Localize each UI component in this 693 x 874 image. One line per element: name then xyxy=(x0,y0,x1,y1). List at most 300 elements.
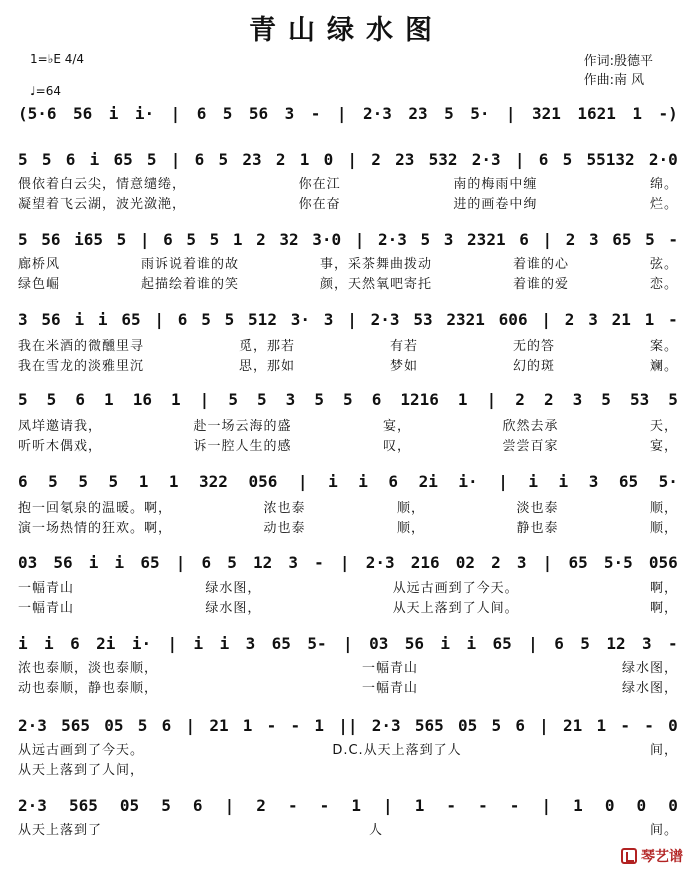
note-token: | xyxy=(154,310,164,329)
lyric-token: 从远古画到了今天。 xyxy=(18,743,145,758)
note-token: i xyxy=(108,104,119,123)
note-token: 5 xyxy=(18,150,28,169)
note-token: 21 xyxy=(611,310,631,329)
note-token: 5 xyxy=(645,230,655,249)
lyric-token: 无的答 xyxy=(512,339,555,354)
note-token: - xyxy=(290,716,301,735)
note-token: 2·3 xyxy=(18,796,47,815)
note-token: i xyxy=(18,634,28,653)
note-token: 3 xyxy=(284,104,295,123)
notation-row xyxy=(18,716,678,736)
note-token: 03 xyxy=(369,634,389,653)
lyric-token: 恋。 xyxy=(649,277,678,292)
lyric-line xyxy=(18,256,678,273)
lyric-token: 顺， xyxy=(396,501,425,516)
note-token: 3 xyxy=(516,553,527,572)
lyric-token: 顺， xyxy=(649,521,678,536)
lyric-line xyxy=(18,762,678,779)
note-token: 3 xyxy=(641,634,652,653)
lyric-line xyxy=(18,600,678,617)
note-token: - xyxy=(668,230,678,249)
note-token: 512 xyxy=(248,310,277,329)
note-token: 565 xyxy=(414,716,444,735)
lyric-token: 抱一回氡泉的温暖。啊， xyxy=(18,501,173,516)
note-token: (5·6 xyxy=(18,104,57,123)
note-token: 2 xyxy=(565,230,576,249)
lyric-line xyxy=(18,358,678,375)
note-token: 55132 xyxy=(586,150,635,169)
lyric-token: 斓。 xyxy=(649,359,678,374)
lyric-token: D.C.从天上落到了人 xyxy=(332,743,462,758)
note-token: 5 xyxy=(78,472,88,491)
lyric-token: 宴， xyxy=(382,419,411,434)
note-token: 2 xyxy=(491,553,501,572)
lyric-token: 弦。 xyxy=(649,257,678,272)
note-token: 3 xyxy=(588,310,598,329)
note-token: i xyxy=(193,634,204,653)
note-token: 5 xyxy=(228,390,238,409)
note-token: 2·3 xyxy=(365,553,395,572)
lyric-token: 静也泰 xyxy=(516,521,559,536)
note-token: 56 xyxy=(73,104,93,123)
lyric-token: 浓也泰顺，淡也泰顺， xyxy=(18,661,159,676)
note-token: 56 xyxy=(53,553,73,572)
note-token: 3 xyxy=(245,634,256,653)
lyric-token: 绿水图， xyxy=(621,661,678,676)
note-token: 6 xyxy=(163,230,173,249)
note-token: 65 xyxy=(618,472,639,491)
note-token: 5 xyxy=(41,150,52,169)
note-token: 6 xyxy=(201,553,212,572)
note-token: 6 xyxy=(515,716,525,735)
lyric-token: 绿水图， xyxy=(621,681,678,696)
note-token: | xyxy=(354,230,365,249)
note-token: 6 xyxy=(177,310,188,329)
note-token: 6 xyxy=(196,104,207,123)
lyric-token: 宴， xyxy=(649,439,678,454)
note-token: 6 xyxy=(194,150,205,169)
note-token: - xyxy=(310,104,321,123)
lyric-token: 一幅青山 xyxy=(361,681,418,696)
note-token: 5 xyxy=(257,390,267,409)
note-token: 02 xyxy=(455,553,476,572)
note-token: 1 xyxy=(299,150,310,169)
lyric-token: 演一场热情的狂欢。啊， xyxy=(18,521,173,536)
note-token: 5 xyxy=(218,150,229,169)
note-token: 2·3 xyxy=(371,716,401,735)
note-token: 5 xyxy=(18,390,28,409)
note-token: 2 xyxy=(275,150,286,169)
lyric-token: 啊， xyxy=(649,581,678,596)
lyric-token: 进的画卷中绚 xyxy=(453,197,538,212)
lyric-token: 绿色崛 xyxy=(18,277,61,292)
note-token: 3 xyxy=(285,390,296,409)
lyric-token: 有若 xyxy=(389,339,418,354)
notation-row xyxy=(18,553,678,573)
lyric-token: 凝望着飞云湖，波光潋滟， xyxy=(18,197,187,212)
note-token: | xyxy=(541,310,551,329)
note-token: i xyxy=(558,472,569,491)
note-token: 3 xyxy=(443,230,454,249)
note-token: 2i xyxy=(96,634,116,653)
note-token: - xyxy=(446,796,457,815)
note-token: 2 xyxy=(515,390,525,409)
composer-credit: 作曲:南 风 xyxy=(583,73,645,88)
note-token: 0 xyxy=(604,796,615,815)
note-token: 56 xyxy=(248,104,269,123)
note-token: | xyxy=(542,230,553,249)
lyric-token: 顺， xyxy=(396,521,425,536)
note-token: i xyxy=(88,553,99,572)
note-token: i xyxy=(89,150,100,169)
note-token: i xyxy=(74,310,85,329)
note-token: 1 xyxy=(632,104,643,123)
note-token: 6 xyxy=(371,390,382,409)
note-token: 5 xyxy=(444,104,454,123)
note-token: - xyxy=(287,796,298,815)
note-token: 5 xyxy=(222,104,233,123)
lyric-token: 案。 xyxy=(649,339,678,354)
note-token: 56 xyxy=(404,634,424,653)
note-token: 16 xyxy=(132,390,152,409)
notation-row xyxy=(18,230,678,250)
song-title: 青山绿水图 xyxy=(249,15,444,46)
note-token: 1 xyxy=(644,310,655,329)
lyric-token: 思，那如 xyxy=(238,359,295,374)
note-token: 6 xyxy=(70,634,80,653)
lyric-token: 绿水图， xyxy=(205,581,262,596)
note-token: 5 xyxy=(491,716,502,735)
note-token: - xyxy=(319,796,330,815)
note-token: | xyxy=(541,796,552,815)
lyric-line xyxy=(18,418,678,435)
note-token: 2 xyxy=(256,796,266,815)
note-token: | xyxy=(297,472,308,491)
lyric-line xyxy=(18,742,678,759)
lyric-line xyxy=(18,338,678,355)
note-token: 21 xyxy=(209,716,229,735)
lyric-line xyxy=(18,580,678,597)
note-token: 2 xyxy=(371,150,381,169)
note-token: 5 xyxy=(108,472,119,491)
note-token: -) xyxy=(658,104,678,123)
lyric-token: 颜，天然氧吧寄托 xyxy=(319,277,432,292)
notation-row xyxy=(18,310,678,330)
note-token: 5 xyxy=(668,390,678,409)
note-token: 5 xyxy=(116,230,127,249)
lyric-line xyxy=(18,500,678,517)
note-token: 05 xyxy=(104,716,124,735)
note-token: 2 xyxy=(256,230,266,249)
note-token: 056 xyxy=(648,553,678,572)
notation-row xyxy=(18,796,678,816)
lyric-token: 叹， xyxy=(382,439,411,454)
note-token: i xyxy=(358,472,368,491)
lyric-token: 从天上落到了人间。 xyxy=(392,601,519,616)
lyric-token: 尝尝百家 xyxy=(502,439,559,454)
note-token: 216 xyxy=(410,553,440,572)
note-token: 1 xyxy=(351,796,361,815)
note-token: || xyxy=(338,716,358,735)
note-token: 2i xyxy=(418,472,438,491)
lyric-token: 人 xyxy=(368,823,383,838)
note-token: i· xyxy=(131,634,152,653)
note-token: 3 xyxy=(18,310,28,329)
note-token: 3 xyxy=(323,310,334,329)
note-token: - xyxy=(266,716,277,735)
note-token: 2321 xyxy=(446,310,485,329)
note-token: 0 xyxy=(668,796,678,815)
note-token: | xyxy=(175,553,186,572)
note-token: 05 xyxy=(119,796,140,815)
note-token: 5 xyxy=(137,716,148,735)
note-token: 65 xyxy=(271,634,291,653)
note-token: 1 xyxy=(573,796,583,815)
lyric-token: 一幅青山 xyxy=(361,661,418,676)
note-token: | xyxy=(343,634,353,653)
note-token: 3· xyxy=(290,310,310,329)
note-token: 3 xyxy=(588,472,599,491)
note-token: 5 xyxy=(580,634,590,653)
note-token: 5 xyxy=(601,390,611,409)
lyric-token: 我在米酒的微醺里寻 xyxy=(18,339,145,354)
note-token: i65 xyxy=(74,230,104,249)
lyricist-credit: 作词:殷德平 xyxy=(583,54,653,69)
note-token: 23 xyxy=(242,150,262,169)
note-token: 565 xyxy=(68,796,98,815)
lyric-token: 一幅青山 xyxy=(18,581,75,596)
note-token: 5 xyxy=(146,150,157,169)
note-token: | xyxy=(224,796,235,815)
note-token: 5- xyxy=(307,634,327,653)
note-token: 05 xyxy=(457,716,478,735)
lyric-token: 听听木偶戏， xyxy=(18,439,103,454)
note-token: - xyxy=(314,553,324,572)
note-token: i xyxy=(328,472,338,491)
notation-row xyxy=(18,634,678,654)
lyric-token: 间， xyxy=(649,743,678,758)
note-token: 2 xyxy=(543,390,554,409)
note-token: | xyxy=(505,104,516,123)
lyric-token: 着谁的心 xyxy=(512,257,569,272)
lyric-token: 幻的斑 xyxy=(512,359,555,374)
lyric-token: 一幅青山 xyxy=(18,601,75,616)
credits xyxy=(584,52,653,90)
lyric-token: 动也泰 xyxy=(263,521,306,536)
note-token: | xyxy=(347,310,357,329)
note-token: 2321 xyxy=(467,230,506,249)
note-token: 12 xyxy=(253,553,273,572)
note-token: 5 xyxy=(161,796,171,815)
note-token: 5 xyxy=(209,230,220,249)
note-token: 6 xyxy=(18,472,28,491)
note-token: 2·3 xyxy=(378,230,407,249)
note-token: | xyxy=(347,150,358,169)
lyric-token: 觅，那若 xyxy=(238,339,295,354)
lyric-line xyxy=(18,438,678,455)
note-token: - xyxy=(620,716,631,735)
note-token: i xyxy=(440,634,451,653)
note-token: 2·3 xyxy=(471,150,501,169)
note-token: 1 xyxy=(170,390,181,409)
lyric-token: 天， xyxy=(649,419,678,434)
lyric-token: 着谁的爱 xyxy=(512,277,569,292)
note-token: 5 xyxy=(420,230,431,249)
note-token: - xyxy=(478,796,488,815)
note-token: 53 xyxy=(413,310,433,329)
lyric-token: 绵。 xyxy=(649,177,678,192)
note-token: 1 xyxy=(104,390,114,409)
note-token: - xyxy=(644,716,654,735)
note-token: 6 xyxy=(161,716,172,735)
note-token: 1 xyxy=(314,716,325,735)
lyric-token: 梦如 xyxy=(389,359,418,374)
note-token: - xyxy=(668,634,678,653)
note-token: 23 xyxy=(395,150,415,169)
note-token: 1 xyxy=(168,472,179,491)
note-token: - xyxy=(509,796,520,815)
note-token: 65 xyxy=(612,230,632,249)
lyric-token: 从天上落到了人间， xyxy=(18,763,145,778)
notation-row xyxy=(18,150,678,170)
lyric-token: 啊， xyxy=(649,601,678,616)
note-token: | xyxy=(339,553,350,572)
note-token: 056 xyxy=(248,472,278,491)
note-token: 3·0 xyxy=(312,230,342,249)
note-token: 1 xyxy=(596,716,607,735)
note-token: 532 xyxy=(428,150,458,169)
note-token: 6 xyxy=(65,150,76,169)
note-token: 606 xyxy=(498,310,528,329)
note-token: 3 xyxy=(588,230,599,249)
logo-text: 琴艺谱 xyxy=(641,849,683,865)
note-token: 5·5 xyxy=(603,553,633,572)
note-token: 5 xyxy=(227,553,237,572)
lyric-token: 动也泰顺，静也泰顺， xyxy=(18,681,159,696)
lyric-line xyxy=(18,196,678,213)
note-token: 6 xyxy=(519,230,529,249)
lyric-token: 凤垟邀请我， xyxy=(18,419,103,434)
note-token: 6 xyxy=(388,472,399,491)
note-token: | xyxy=(498,472,508,491)
lyric-token: 顺， xyxy=(649,501,678,516)
lyric-line xyxy=(18,660,678,677)
note-token: | xyxy=(542,553,553,572)
note-token: 12 xyxy=(606,634,626,653)
lyric-line xyxy=(18,276,678,293)
lyric-token: 起描绘着谁的笑 xyxy=(140,277,239,292)
note-token: 65 xyxy=(568,553,588,572)
note-token: | xyxy=(199,390,210,409)
note-token: 2·3 xyxy=(370,310,400,329)
lyric-line xyxy=(18,822,678,839)
note-token: i xyxy=(44,634,54,653)
lyric-token: 淡也泰 xyxy=(516,501,559,516)
lyric-line xyxy=(18,520,678,537)
note-token: 03 xyxy=(18,553,38,572)
note-token: 2·3 xyxy=(18,716,47,735)
notation-row xyxy=(18,472,678,492)
note-token: | xyxy=(514,150,525,169)
note-token: | xyxy=(170,150,181,169)
note-token: 1 xyxy=(242,716,253,735)
note-token: 2·0 xyxy=(648,150,678,169)
note-token: 6 xyxy=(192,796,203,815)
note-token: | xyxy=(539,716,549,735)
note-token: 5· xyxy=(470,104,490,123)
lyric-token: 你在江 xyxy=(298,177,341,192)
note-token: 56 xyxy=(41,230,61,249)
lyric-token: 南的梅雨中缠 xyxy=(453,177,538,192)
logo-mark-icon xyxy=(621,848,637,864)
note-token: 5 xyxy=(343,390,353,409)
note-token: 65 xyxy=(121,310,141,329)
lyric-token: 浓也泰 xyxy=(263,501,306,516)
note-token: 5 xyxy=(46,390,57,409)
note-token: 1 xyxy=(232,230,243,249)
lyric-token: 你在奋 xyxy=(298,197,341,212)
lyric-token: 偎依着白云尖，情意缱绻， xyxy=(18,177,187,192)
notation-row xyxy=(18,104,678,124)
lyric-token: 烂。 xyxy=(649,197,678,212)
note-token: 3 xyxy=(572,390,583,409)
note-token: 1 xyxy=(457,390,468,409)
note-token: 322 xyxy=(199,472,228,491)
note-token: 321 xyxy=(532,104,561,123)
note-token: | xyxy=(170,104,181,123)
lyric-token: 赴一场云海的盛 xyxy=(193,419,292,434)
site-logo xyxy=(621,846,683,866)
note-token: 5 xyxy=(48,472,58,491)
lyric-token: 诉一腔人生的感 xyxy=(193,439,292,454)
note-token: 565 xyxy=(61,716,91,735)
note-token: | xyxy=(486,390,497,409)
note-token: 0 xyxy=(323,150,334,169)
note-token: 6 xyxy=(75,390,85,409)
note-token: 5 xyxy=(562,150,573,169)
note-token: 6 xyxy=(538,150,549,169)
note-token: - xyxy=(668,310,678,329)
note-token: 1 xyxy=(414,796,425,815)
note-token: | xyxy=(383,796,393,815)
lyric-token: 从远古画到了今天。 xyxy=(392,581,519,596)
note-token: 65 xyxy=(140,553,160,572)
note-token: i· xyxy=(458,472,478,491)
note-token: i xyxy=(219,634,230,653)
note-token: 2 xyxy=(564,310,575,329)
lyric-token: 我在雪龙的淡雅里沉 xyxy=(18,359,145,374)
note-token: 5 xyxy=(186,230,197,249)
lyric-token: 间。 xyxy=(649,823,678,838)
notation-row xyxy=(18,390,678,410)
lyric-token: 绿水图， xyxy=(205,601,262,616)
lyric-token: 事，采茶舞曲拨动 xyxy=(319,257,432,272)
note-token: 2·3 xyxy=(362,104,392,123)
note-token: 65 xyxy=(113,150,133,169)
note-token: 32 xyxy=(279,230,299,249)
lyric-token: 欣然去承 xyxy=(502,419,559,434)
note-token: 5 xyxy=(201,310,211,329)
lyric-token: 廊桥风 xyxy=(18,257,61,272)
note-token: i xyxy=(114,553,125,572)
note-token: i xyxy=(97,310,108,329)
note-token: 5 xyxy=(224,310,235,329)
note-token: 1216 xyxy=(400,390,439,409)
note-token: | xyxy=(528,634,538,653)
note-token: 23 xyxy=(408,104,428,123)
note-token: 0 xyxy=(636,796,647,815)
note-token: 21 xyxy=(563,716,583,735)
